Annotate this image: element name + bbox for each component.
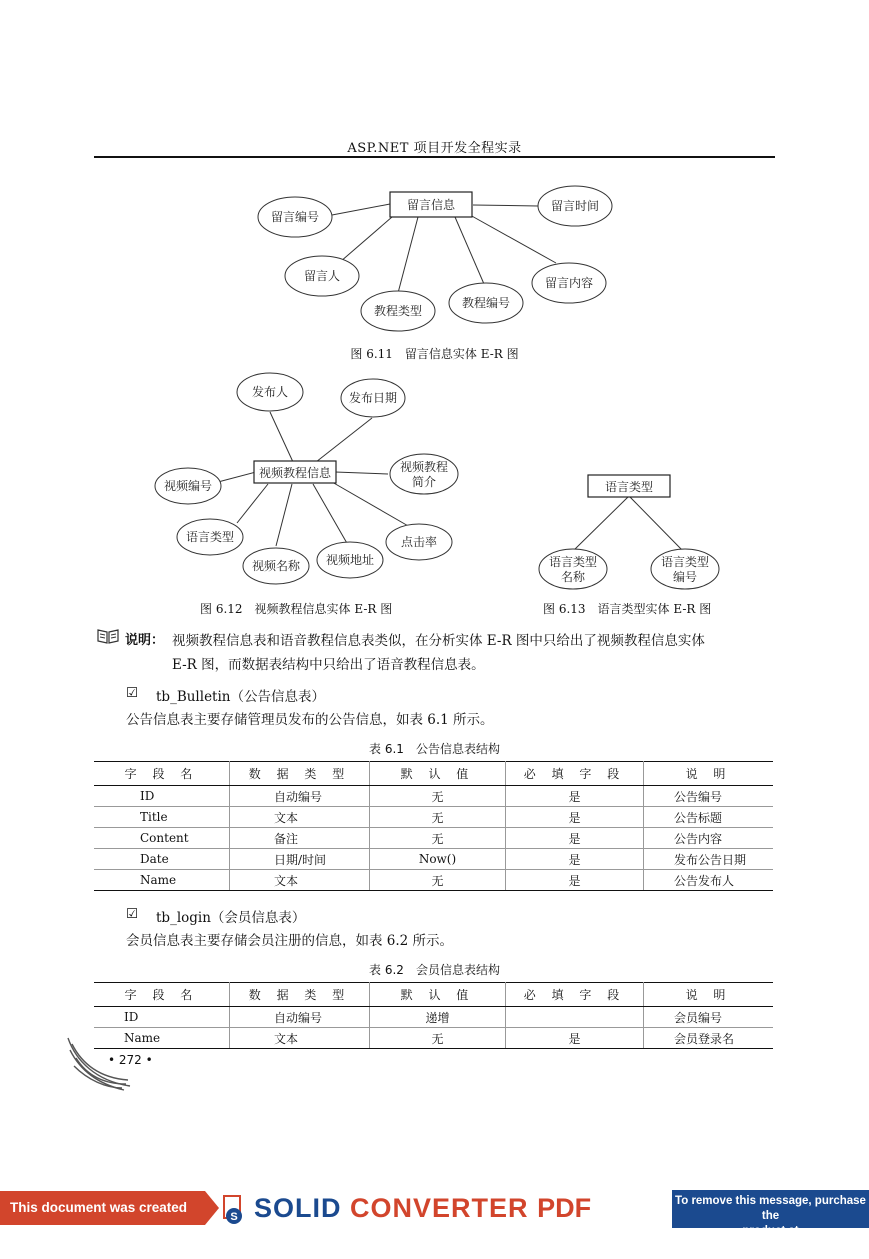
cell: 会员编号 — [644, 1007, 774, 1028]
figure-caption: 图 6.13 语言类型实体 E-R 图 — [543, 602, 712, 616]
cell: 自动编号 — [230, 1007, 370, 1028]
attr-label: 语言类型 — [185, 530, 235, 544]
attr-label: 发布日期 — [348, 391, 398, 405]
col-header: 字 段 名 — [94, 983, 230, 1007]
attr-label: 视频地址 — [325, 553, 375, 567]
table-caption: 表 6.2 会员信息表结构 — [369, 963, 500, 977]
cell: 是 — [506, 1028, 644, 1049]
col-header: 字 段 名 — [94, 762, 230, 786]
table-row — [94, 807, 773, 828]
cell: 无 — [370, 828, 506, 849]
attr-label: 教程编号 — [461, 296, 511, 310]
table-header-row — [94, 762, 773, 786]
attr-label: 简介 — [411, 475, 437, 489]
cell: 无 — [370, 870, 506, 891]
banner-arrow — [205, 1191, 219, 1225]
col-header: 说 明 — [644, 762, 774, 786]
cell: 公告发布人 — [644, 870, 774, 891]
note-text: 视频教程信息表和语音教程信息表类似，在分析实体 E-R 图中只给出了视频教程信息实体 — [172, 633, 705, 649]
er-diagram-message — [0, 0, 869, 370]
svg-text:S: S — [230, 1211, 238, 1223]
attr-label: 视频教程 — [399, 460, 449, 474]
cell: 自动编号 — [230, 786, 370, 807]
er-diagram-video — [0, 365, 869, 595]
entity-label: 视频教程信息 — [258, 466, 332, 480]
table-caption: 表 6.1 公告信息表结构 — [369, 742, 500, 756]
col-header: 必 填 字 段 — [506, 762, 644, 786]
running-header: ASP.NET 项目开发全程实录 — [347, 141, 522, 156]
cell: 文本 — [230, 1028, 370, 1049]
attr-label: 留言编号 — [270, 210, 320, 224]
cell: Title — [94, 807, 230, 828]
attr-label: 视频名称 — [251, 559, 301, 573]
table-row — [94, 786, 773, 807]
cell: Content — [94, 828, 230, 849]
page-number: • 272 • — [108, 1053, 153, 1067]
attr-label: 语言类型 — [548, 555, 598, 569]
cell: 是 — [506, 807, 644, 828]
note-label: 说明： — [125, 633, 165, 648]
logo-solid: SOLID — [254, 1193, 342, 1223]
table-row — [94, 849, 773, 870]
attr-label: 教程类型 — [373, 304, 423, 318]
cell — [506, 1007, 644, 1028]
section-desc: 会员信息表主要存储会员注册的信息，如表 6.2 所示。 — [126, 933, 454, 949]
col-header: 说 明 — [644, 983, 774, 1007]
logo-converter: CONVERTER — [350, 1193, 529, 1223]
cell: Date — [94, 849, 230, 870]
cell: ID — [94, 1007, 230, 1028]
attr-label: 留言内容 — [544, 276, 594, 290]
cell: 无 — [370, 1028, 506, 1049]
banner-left-text: This document was created using — [0, 1191, 205, 1225]
attr-label: 编号 — [672, 570, 698, 584]
cell: 发布公告日期 — [644, 849, 774, 870]
col-header: 默 认 值 — [370, 983, 506, 1007]
cell: ID — [94, 786, 230, 807]
book-icon — [96, 627, 120, 645]
banner-right-line: product at www.SolidDocuments.com — [696, 1225, 845, 1252]
col-header: 必 填 字 段 — [506, 983, 644, 1007]
watermark-banner[interactable] — [0, 1190, 869, 1252]
figure-caption: 图 6.12 视频教程信息实体 E-R 图 — [200, 602, 393, 616]
banner-right-line: To remove this message, purchase the — [675, 1195, 866, 1222]
cell: 公告内容 — [644, 828, 774, 849]
attr-label: 留言人 — [303, 269, 341, 283]
entity-label: 语言类型 — [604, 480, 654, 494]
table-row — [94, 828, 773, 849]
col-header: 数 据 类 型 — [230, 983, 370, 1007]
checkbox-icon: ☑ — [126, 906, 139, 922]
attr-label: 名称 — [560, 570, 586, 584]
cell: 递增 — [370, 1007, 506, 1028]
attr-label: 视频编号 — [163, 479, 213, 493]
entity-label: 留言信息 — [406, 198, 456, 212]
table-row — [94, 1007, 773, 1028]
logo-pdf: PDF — [537, 1193, 592, 1223]
table-row — [94, 870, 773, 891]
section-title: tb_login（会员信息表） — [156, 910, 306, 926]
solid-logo-icon — [222, 1194, 246, 1226]
attr-label: 点击率 — [400, 535, 438, 549]
cell: 日期/时间 — [230, 849, 370, 870]
cell: Name — [94, 1028, 230, 1049]
cell: 文本 — [230, 807, 370, 828]
cell: 无 — [370, 807, 506, 828]
table-row — [94, 1028, 773, 1049]
cell: 是 — [506, 828, 644, 849]
login-table — [94, 982, 773, 1049]
cell: Name — [94, 870, 230, 891]
table-header-row — [94, 983, 773, 1007]
checkbox-icon: ☑ — [126, 685, 139, 701]
figure-caption: 图 6.11 留言信息实体 E-R 图 — [350, 347, 519, 361]
attr-label: 留言时间 — [550, 199, 600, 213]
cell: 是 — [506, 870, 644, 891]
attr-label: 语言类型 — [660, 555, 710, 569]
cell: 文本 — [230, 870, 370, 891]
cell: 公告标题 — [644, 807, 774, 828]
cell: 是 — [506, 849, 644, 870]
cell: 是 — [506, 786, 644, 807]
note-text: E-R 图，而数据表结构中只给出了语音教程信息表。 — [172, 657, 485, 673]
bulletin-table — [94, 761, 773, 891]
banner-logo — [254, 1193, 591, 1224]
cell: 备注 — [230, 828, 370, 849]
section-desc: 公告信息表主要存储管理员发布的公告信息，如表 6.1 所示。 — [126, 712, 494, 728]
cell: 会员登录名 — [644, 1028, 774, 1049]
section-title: tb_Bulletin（公告信息表） — [156, 689, 325, 705]
col-header: 默 认 值 — [370, 762, 506, 786]
cell: Now() — [370, 849, 506, 870]
cell: 无 — [370, 786, 506, 807]
banner-right-arrow — [660, 1190, 672, 1228]
col-header: 数 据 类 型 — [230, 762, 370, 786]
cell: 公告编号 — [644, 786, 774, 807]
attr-label: 发布人 — [251, 385, 289, 399]
banner-purchase-link[interactable] — [672, 1190, 869, 1252]
